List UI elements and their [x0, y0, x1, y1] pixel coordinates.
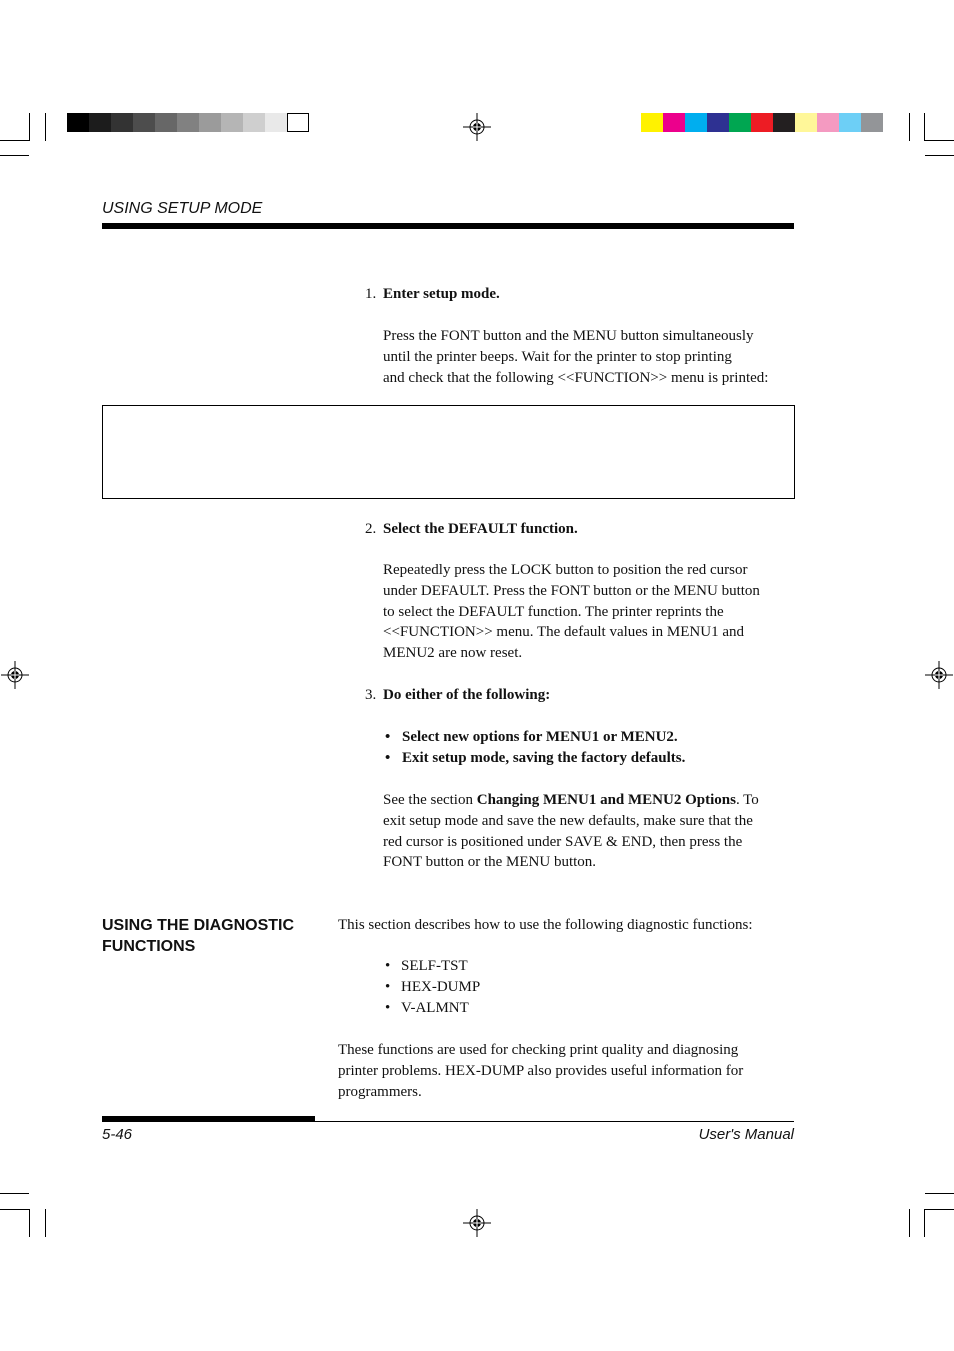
diagnostic-bullet-2: • HEX-DUMP — [385, 979, 481, 995]
calibration-swatch — [707, 113, 729, 132]
step-3-bullet-2: • Exit setup mode, saving the factory defaults. — [385, 750, 686, 766]
step-1-text: Press the FONT button and the MENU button simultaneously until the printer beeps. Wait for the printer to stop printing and check that the following <<FUNCTION>> menu is printed: — [383, 328, 769, 386]
diagnostic-bullet-1: • SELF-TST — [385, 958, 468, 974]
calibration-swatch — [817, 113, 839, 132]
diagnostic-intro: This section describes how to use the following diagnostic functions: — [338, 917, 753, 933]
step-3-heading: Do either of the following: — [383, 687, 551, 703]
calibration-swatch — [861, 113, 883, 132]
calibration-swatch — [663, 113, 685, 132]
calibration-swatch — [221, 113, 243, 132]
calibration-swatch — [111, 113, 133, 132]
section-heading: USING THE DIAGNOSTIC FUNCTIONS — [102, 917, 295, 955]
registration-mark-icon — [1, 661, 29, 689]
diagnostic-text: These functions are used for checking print quality and diagnosing printer problems. HEX-DUMP also provides useful information for programmers. — [338, 1042, 744, 1100]
manual-title: User's Manual — [698, 1126, 794, 1143]
step-3-bullet-1: • Select new options for MENU1 or MENU2. — [385, 729, 678, 745]
calibration-swatch — [641, 113, 663, 132]
calibration-swatch — [773, 113, 795, 132]
bullet-icon: • — [385, 979, 391, 995]
calibration-swatch — [199, 113, 221, 132]
step-2-heading: Select the DEFAULT function. — [383, 521, 578, 537]
header-rule — [102, 223, 794, 229]
bullet-icon: • — [385, 750, 391, 766]
calibration-swatch — [265, 113, 287, 132]
calibration-swatch — [155, 113, 177, 132]
calibration-swatch — [839, 113, 861, 132]
bullet-icon: • — [385, 1000, 391, 1016]
registration-mark-icon — [463, 113, 491, 141]
registration-mark-icon — [925, 661, 953, 689]
diagnostic-bullet-3: • V-ALMNT — [385, 1000, 469, 1016]
step-1-number: 1. — [365, 286, 377, 302]
calibration-swatch — [685, 113, 707, 132]
registration-mark-icon — [463, 1209, 491, 1237]
step-2-number: 2. — [365, 521, 377, 537]
running-header: USING SETUP MODE — [102, 200, 263, 217]
calibration-swatch — [287, 113, 309, 132]
step-1-heading: Enter setup mode. — [383, 286, 500, 302]
calibration-swatch — [133, 113, 155, 132]
step-3-text: See the section Changing MENU1 and MENU2 Options. To exit setup mode and save the new defaults, make sure that the red cursor is positioned under SAVE & END, then press the FONT button or the MENU button. — [383, 792, 759, 871]
page-number: 5-46 — [102, 1126, 133, 1143]
calibration-swatch — [89, 113, 111, 132]
calibration-swatch — [67, 113, 89, 132]
calibration-swatch — [751, 113, 773, 132]
footer-thin-rule — [102, 1121, 794, 1122]
step-2-text: Repeatedly press the LOCK button to position the red cursor under DEFAULT. Press the FONT button or the MENU button to select the DEFAULT function. The printer reprints the <<FUNCTION>> menu. The default values in MENU1 and MENU2 are now reset. — [383, 562, 760, 662]
step-3-number: 3. — [365, 687, 377, 703]
calibration-swatch — [243, 113, 265, 132]
bullet-icon: • — [385, 958, 391, 974]
section-reference: Changing MENU1 and MENU2 Options — [476, 792, 736, 808]
calibration-swatch — [795, 113, 817, 132]
calibration-swatch — [729, 113, 751, 132]
function-menu-figure — [102, 405, 795, 499]
bullet-icon: • — [385, 729, 391, 745]
calibration-swatch — [177, 113, 199, 132]
